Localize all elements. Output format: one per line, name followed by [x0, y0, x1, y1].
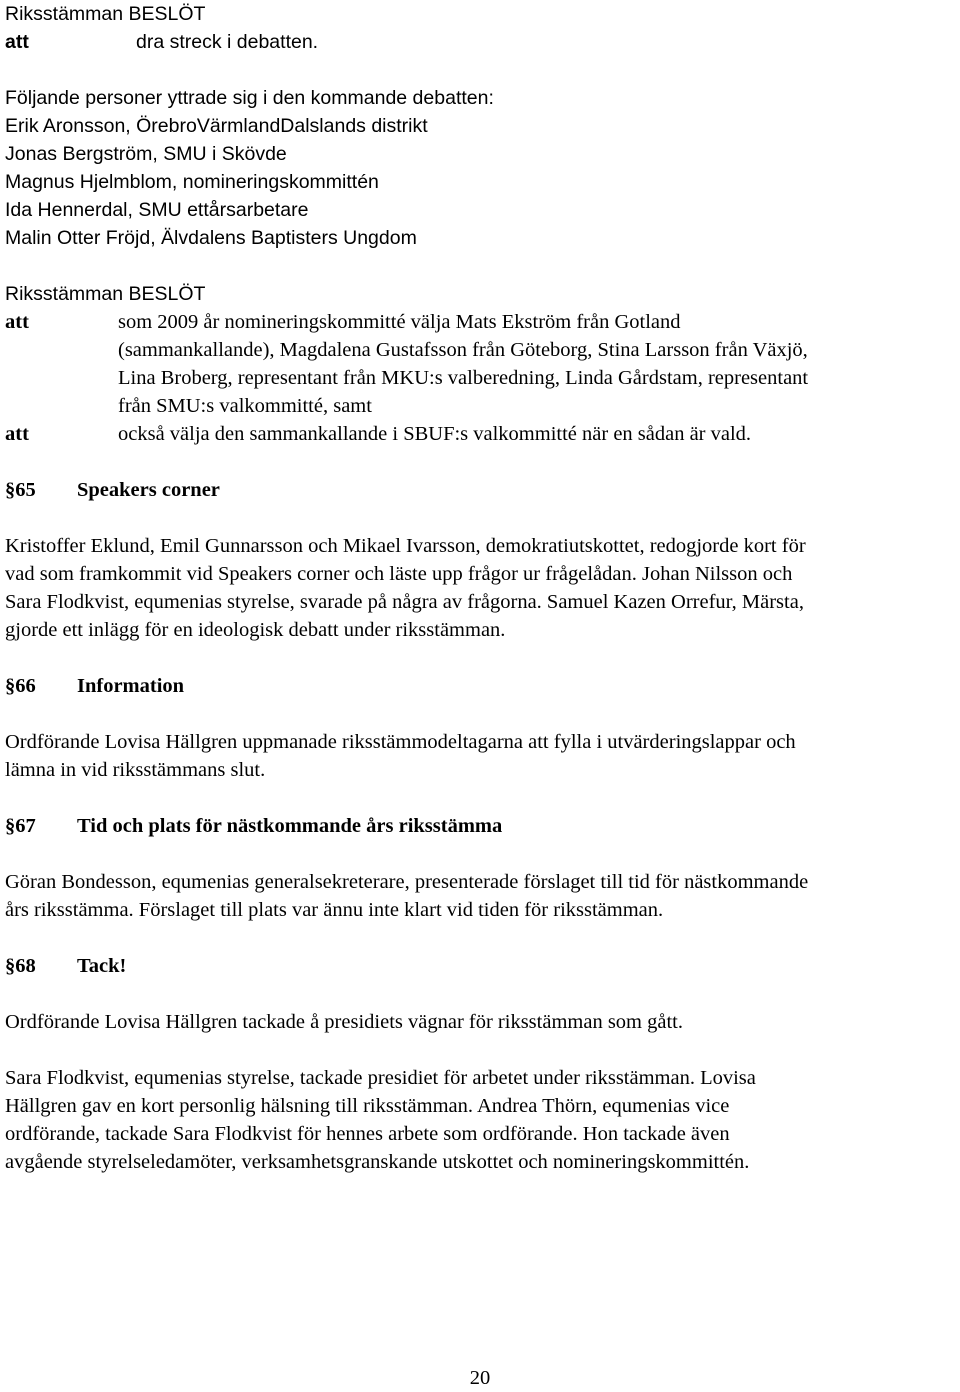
- speakers-intro: Följande personer yttrade sig i den kommande debatten:: [5, 87, 494, 109]
- paragraph-line: vad som framkommit vid Speakers corner och läste upp frågor ur frågelådan. Johan Nilsson och: [5, 563, 793, 585]
- paragraph-line: Sara Flodkvist, equmenias styrelse, tackade presidiet för arbetet under riksstämman. Lovisa: [5, 1067, 756, 1089]
- paragraph-line: gjorde ett inlägg för en ideologisk debatt under riksstämman.: [5, 619, 506, 641]
- paragraph-line: Ordförande Lovisa Hällgren uppmanade riksstämmodeltagarna att fylla i utvärderingslappar och: [5, 731, 796, 753]
- paragraph-line: Göran Bondesson, equmenias generalsekreterare, presenterade förslaget till tid för nästkommande: [5, 871, 809, 893]
- paragraph-line: års riksstämma. Förslaget till plats var ännu inte klart vid tiden för riksstämman.: [5, 899, 664, 921]
- att-text-line: som 2009 år nomineringskommitté välja Mats Ekström från Gotland: [118, 311, 681, 333]
- speaker-item: Jonas Bergström, SMU i Skövde: [5, 143, 287, 165]
- speaker-item: Malin Otter Fröjd, Älvdalens Baptisters Ungdom: [5, 227, 417, 249]
- att-text-line: Lina Broberg, representant från MKU:s valberedning, Linda Gårdstam, representant: [118, 367, 809, 389]
- speaker-item: Magnus Hjelmblom, nomineringskommittén: [5, 171, 379, 193]
- speaker-item: Erik Aronsson, ÖrebroVärmlandDalslands distrikt: [5, 115, 428, 137]
- resolution-heading: Riksstämman BESLÖT: [5, 283, 206, 305]
- att-text-line: också välja den sammankallande i SBUF:s valkommitté när en sådan är vald.: [118, 423, 752, 445]
- speaker-item: Ida Hennerdal, SMU ettårsarbetare: [5, 199, 309, 221]
- paragraph-line: Sara Flodkvist, equmenias styrelse, svarade på några av frågorna. Samuel Kazen Orrefur, Märsta,: [5, 591, 804, 613]
- section-title: Information: [77, 675, 185, 697]
- section-number: §65: [5, 479, 36, 501]
- paragraph-line: Ordförande Lovisa Hällgren tackade å presidiets vägnar för riksstämman som gått.: [5, 1011, 683, 1033]
- paragraph-line: lämna in vid riksstämmans slut.: [5, 759, 266, 781]
- section-title: Tid och plats för nästkommande års riksstämma: [77, 815, 503, 837]
- section-title: Speakers corner: [77, 479, 220, 501]
- section-title: Tack!: [77, 955, 127, 977]
- paragraph-line: ordförande, tackade Sara Flodkvist för hennes arbete som ordförande. Hon tackade även: [5, 1123, 730, 1145]
- att-text-line: från SMU:s valkommitté, samt: [118, 395, 372, 417]
- page-number: 20: [469, 1367, 491, 1389]
- att-label: att: [5, 311, 29, 333]
- paragraph-line: avgående styrelseledamöter, verksamhetsgranskande utskottet och nomineringskommittén.: [5, 1151, 750, 1173]
- resolution-heading: Riksstämman BESLÖT: [5, 3, 206, 25]
- section-number: §67: [5, 815, 36, 837]
- att-text: dra streck i debatten.: [136, 31, 319, 53]
- att-label: att: [5, 31, 29, 53]
- paragraph-line: Kristoffer Eklund, Emil Gunnarsson och Mikael Ivarsson, demokratiutskottet, redogjorde kort för: [5, 535, 806, 557]
- paragraph-line: Hällgren gav en kort personlig hälsning till riksstämman. Andrea Thörn, equmenias vice: [5, 1095, 730, 1117]
- att-label: att: [5, 423, 29, 445]
- section-number: §66: [5, 675, 36, 697]
- att-text-line: (sammankallande), Magdalena Gustafsson från Göteborg, Stina Larsson från Växjö,: [118, 339, 808, 361]
- section-number: §68: [5, 955, 36, 977]
